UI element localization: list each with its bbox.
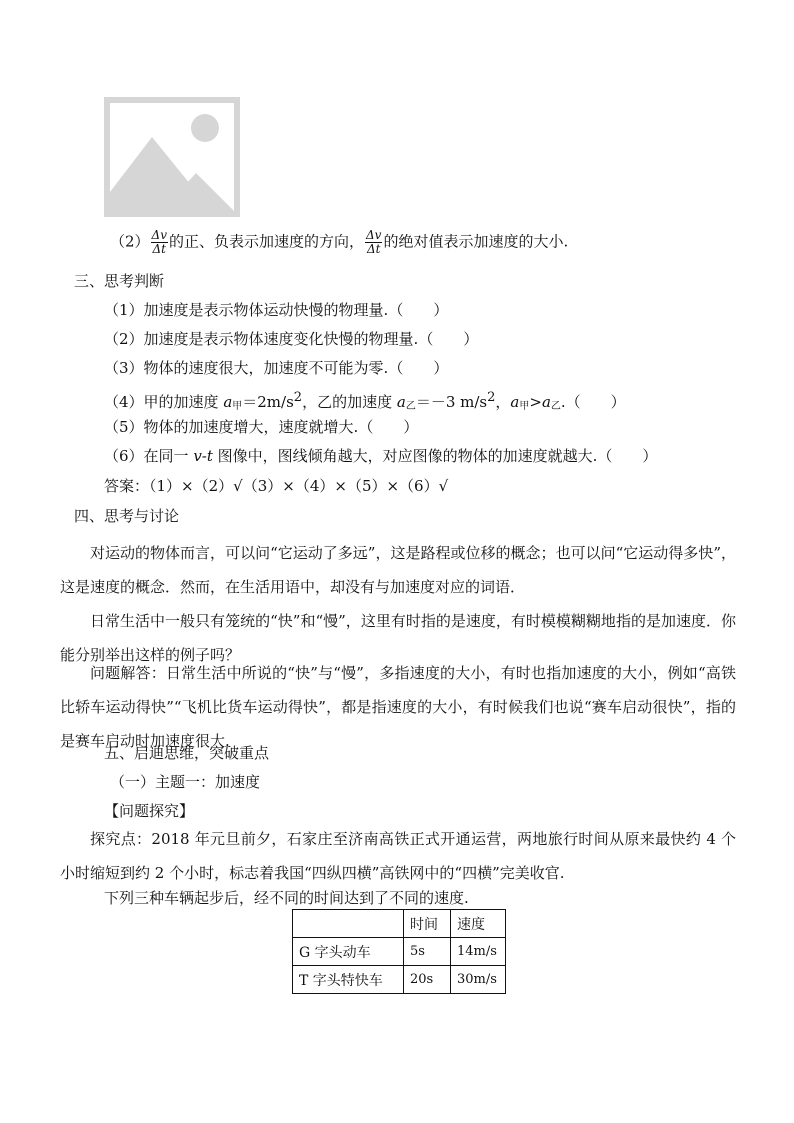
- paragraph-4-3: 问题解答：日常生活中所说的“快”与“慢”，多指速度的大小，有时也指加速度的大小，例如“高铁比轿车运动得快”“飞机比货车运动得快”，都是指速度的大小，有时候我们也说“赛车启动很快”，指的是赛车启动时加速度很大.: [60, 664, 736, 750]
- table-row: [293, 966, 506, 994]
- item-2-line: [110, 229, 568, 256]
- table-cell-speed: 30m/s: [451, 966, 506, 994]
- paragraph-4-1: 对运动的物体而言，可以问“它运动了多远”，这是路程或位移的概念；也可以问“它运动得多快”，这是速度的概念．然而，在生活用语中，却没有与加速度对应的词语．: [60, 544, 736, 596]
- table-cell-time: 5s: [404, 938, 451, 966]
- placeholder-landscape-icon: [104, 97, 240, 217]
- question-2: （2）加速度是表示物体速度变化快慢的物理量.（ ）: [104, 330, 479, 348]
- question-1: （1）加速度是表示物体运动快慢的物理量.（ ）: [104, 301, 449, 319]
- table-header-speed: 速度: [451, 910, 506, 938]
- paragraph-5-1: 探究点：2018 年元旦前夕，石家庄至济南高铁正式开通运营，两地旅行时间从原来最快约 4 个小时缩短到约 2 个小时，标志着我国“四纵四横”高铁网中的“四横”完美收官.: [60, 830, 736, 882]
- question-3: （3）物体的速度很大，加速度不可能为零.（ ）: [104, 359, 449, 377]
- vehicle-speed-table: [292, 909, 506, 994]
- item-2-suffix: 的绝对值表示加速度的大小.: [383, 232, 569, 251]
- problem-explore-heading: 【问题探究】: [104, 802, 195, 820]
- table-cell-vehicle: T 字头特快车: [293, 966, 404, 994]
- table-header-row: [293, 910, 506, 938]
- section-5-subtitle: （一）主题一：加速度: [110, 773, 261, 791]
- paragraph-5-2: 下列三种车辆起步后，经不同的时间达到了不同的速度.: [104, 889, 469, 907]
- table-cell-time: 20s: [404, 966, 451, 994]
- fraction-dv-dt: $\frac{\Delta v}{\Delta t}$: [151, 228, 167, 256]
- fraction-dv-dt-2: $\frac{\Delta v}{\Delta t}$: [366, 228, 382, 256]
- paragraph-4-2: 日常生活中一般只有笼统的“快”和“慢”，这里有时指的是速度，有时模模糊糊地指的是加速度．你能分别举出这样的例子吗？: [60, 612, 736, 664]
- item-2-prefix: （2）: [110, 232, 150, 251]
- table-header-time: 时间: [404, 910, 451, 938]
- table-cell-vehicle: G 字头动车: [293, 938, 404, 966]
- table-header-cell: [293, 910, 404, 938]
- answer-line: 答案：（1）×（2）√（3）×（4）×（5）×（6）√: [104, 477, 449, 495]
- section-5-title: 五、启迪思维，突破重点: [104, 744, 270, 762]
- question-4: （4）甲的加速度 $a_甲=2m/s^2$，乙的加速度 $a_乙=-3$ $m/s^2$，$a_甲>a_乙$.（ ）: [104, 390, 626, 412]
- question-5: （5）物体的加速度增大，速度就增大.（ ）: [104, 418, 419, 436]
- question-6: （6）在同一 v-t 图像中，图线倾角越大，对应图像的物体的加速度就越大.（ ）: [104, 447, 658, 465]
- section-4-title: 四、思考与讨论: [74, 507, 180, 525]
- table-cell-speed: 14m/s: [451, 938, 506, 966]
- section-3-title: 三、思考判断: [74, 272, 165, 290]
- image-placeholder: [104, 97, 240, 217]
- item-2-mid: 的正、负表示加速度的方向，: [169, 232, 365, 251]
- table-row: [293, 938, 506, 966]
